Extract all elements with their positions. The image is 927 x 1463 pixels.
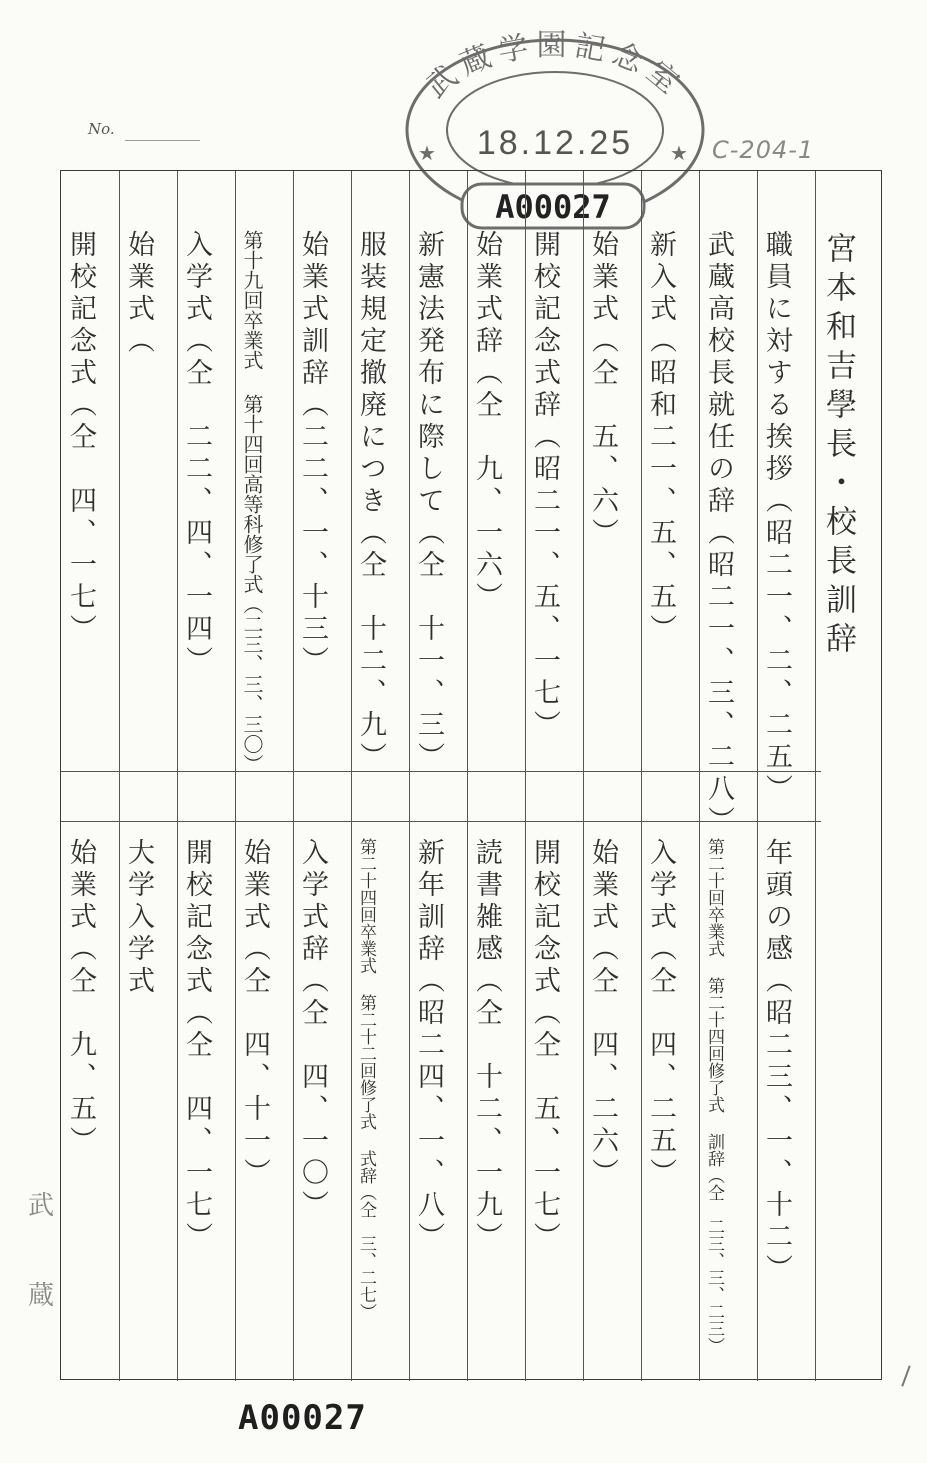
reference-code: C-204-1: [712, 136, 815, 164]
entry-lower-11: 開校記念式（仝 四、一七）: [181, 838, 212, 1254]
column-rule: [583, 171, 584, 1381]
margin-label-1: 武: [28, 1191, 55, 1221]
column-rule: [235, 171, 236, 1381]
edge-tick-mark: [901, 1365, 910, 1386]
entry-lower-5: 開校記念式（仝 五、一七）: [529, 838, 560, 1254]
entry-upper-5: 開校記念式辞（昭二一、五、一七）: [529, 230, 560, 742]
entry-upper-4: 始業式（仝 五、六）: [587, 230, 618, 550]
column-rule: [467, 171, 468, 1381]
entry-lower-8: 第二十四回卒業式 第二十二回修了式 式辞（仝 三、二七）: [356, 838, 376, 1320]
entry-lower-7: 新年訓辞（昭二四、一、八）: [413, 838, 444, 1254]
entry-lower-4: 始業式（仝 四、二六）: [587, 838, 618, 1190]
column-rule: [119, 171, 120, 1381]
column-rule: [351, 171, 352, 1381]
stamp-ring-text: 武蔵学園記念室: [419, 30, 691, 106]
entry-upper-6: 始業式辞（仝 九、一六）: [471, 230, 502, 614]
entry-lower-10: 始業式（仝 四、十一）: [239, 838, 270, 1190]
entry-upper-7: 新憲法発布に際して（仝 十一、三）: [413, 230, 444, 774]
entry-lower-9: 入学式辞（仝 四、一〇）: [297, 838, 328, 1222]
stamp-star-right: ★: [670, 141, 688, 165]
column-rule: [757, 171, 758, 1381]
margin-label-2: 蔵: [28, 1281, 55, 1311]
stamp-accession: A00027: [495, 188, 611, 226]
column-rule: [815, 171, 816, 1381]
stamp-date: 18.12.25: [476, 124, 634, 162]
entry-upper-8: 服装規定撤廃につき（仝 十二、九）: [355, 230, 386, 774]
column-rule: [641, 171, 642, 1381]
entry-lower-6: 読書雑感（仝 十二、一九）: [471, 838, 502, 1254]
number-blank-line: [125, 140, 200, 141]
entry-upper-3: 新入式（昭和二一、五、五）: [645, 230, 676, 646]
column-rule: [293, 171, 294, 1381]
entry-lower-12: 大学入学式: [123, 838, 154, 998]
entry-upper-12: 始業式（: [123, 230, 154, 358]
accession-number: A00027: [238, 1398, 367, 1438]
column-rule: [177, 171, 178, 1381]
entry-lower-3: 入学式（仝 四、二五）: [645, 838, 676, 1190]
column-rule: [525, 171, 526, 1381]
entry-upper-2: 武蔵高校長就任の辞（昭二一、三、二八）: [703, 230, 734, 838]
number-label: No.: [88, 120, 115, 138]
stamp-star-left: ★: [418, 141, 436, 165]
entry-upper-13: 開校記念式（仝 四、一七）: [65, 230, 96, 646]
entry-upper-1: 職員に対する挨拶（昭二一、二、二五）: [761, 230, 792, 806]
column-rule: [409, 171, 410, 1381]
entry-upper-10: 第十九回卒業式 第十四回高等科修了式（二三、三、三〇）: [240, 230, 264, 774]
entry-lower-13: 始業式（仝 九、五）: [65, 838, 96, 1158]
entry-lower-2: 第二十回卒業式 第二十四回修了式 訓辞（仝 二三、三、二三）: [704, 838, 724, 1354]
entry-lower-1: 年頭の感（昭二三、一、十二）: [761, 838, 792, 1286]
entry-upper-11: 入学式（仝 二二、四、一四）: [181, 230, 212, 678]
entry-upper-9: 始業式訓辞（二二、一、十三）: [297, 230, 328, 678]
column-rule: [699, 171, 700, 1381]
document-heading: 宮本和吉學長・校長訓辞: [820, 232, 856, 661]
